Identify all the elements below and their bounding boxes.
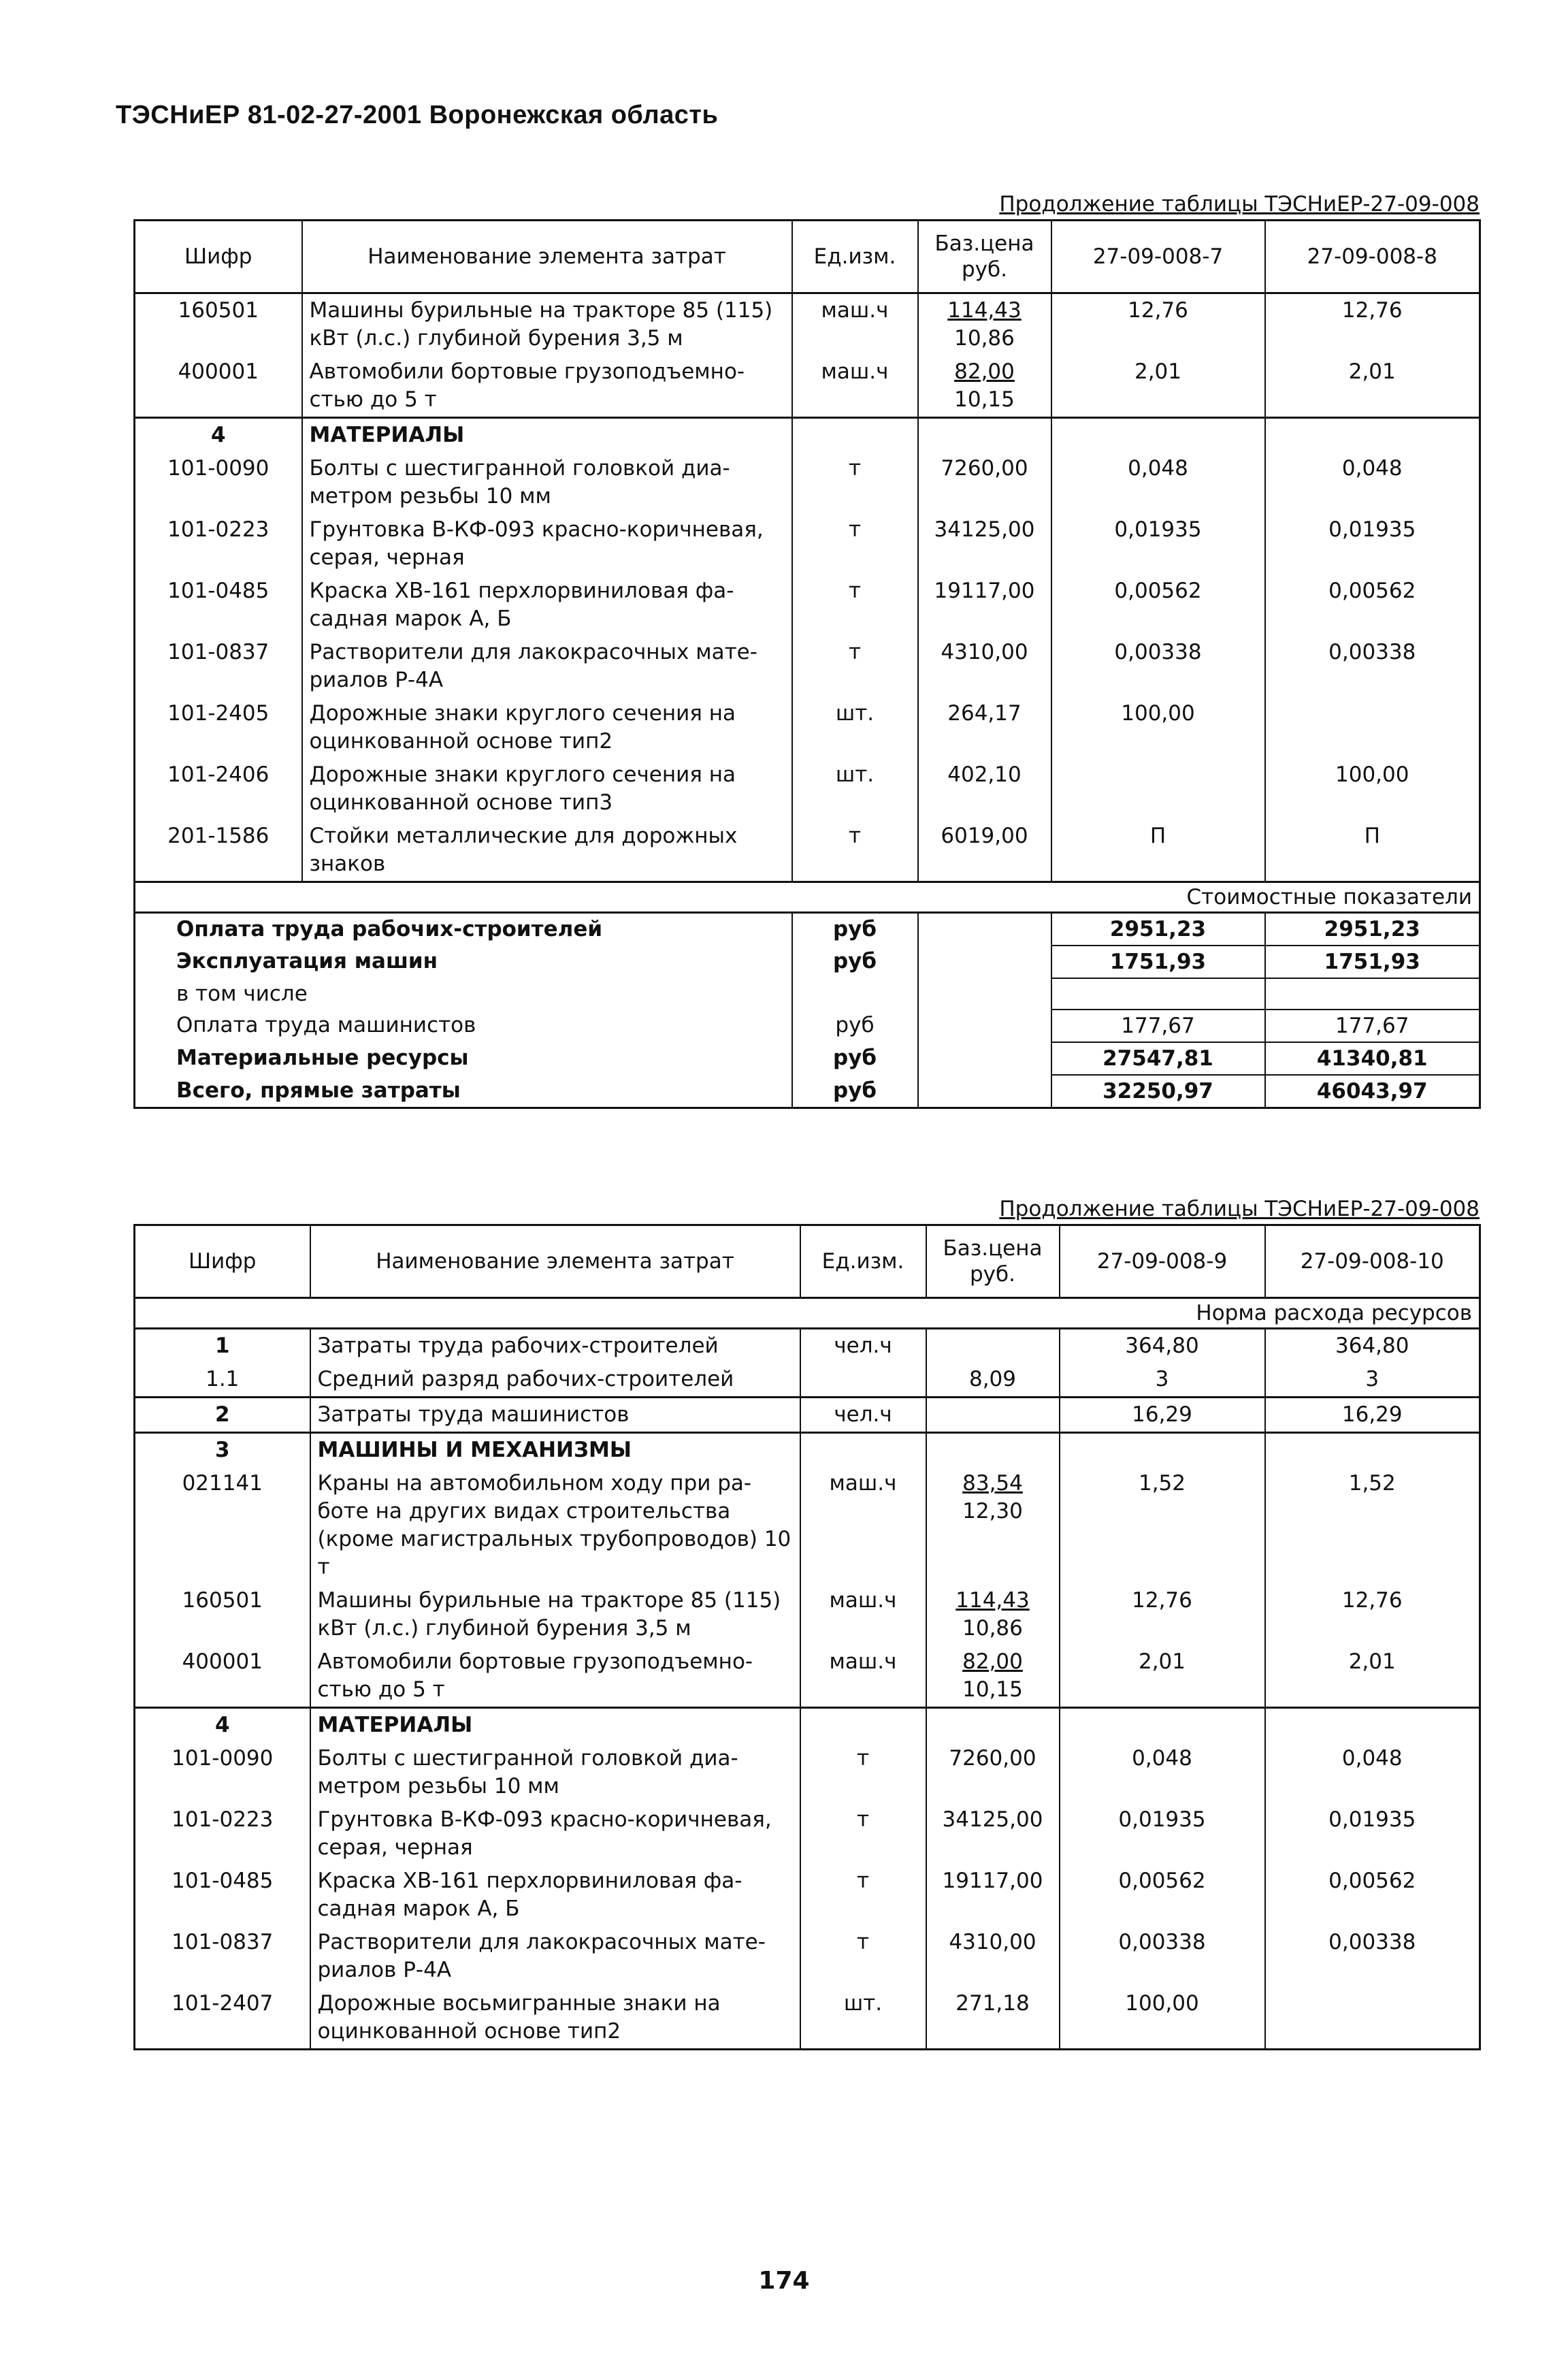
- summary-value-b: 1751,93: [1265, 946, 1480, 978]
- row-unit: шт.: [800, 1987, 926, 2050]
- summary-row: [135, 1042, 1480, 1075]
- row-price: 19117,00: [918, 575, 1051, 636]
- row-value-a: 12,76: [1051, 293, 1265, 356]
- summary-price: [918, 913, 1051, 946]
- summary-value-a: [1051, 978, 1265, 1010]
- row-value-b: 1,52: [1265, 1467, 1480, 1584]
- row-name: Средний разряд рабочих-строителей: [310, 1363, 800, 1398]
- row-unit: т: [792, 575, 918, 636]
- row-value-a: 2,01: [1051, 355, 1265, 418]
- row-price: 34125,00: [918, 513, 1051, 575]
- summary-value-b: 2951,23: [1265, 913, 1480, 946]
- table-row: [135, 1987, 1480, 2050]
- row-name: Болты с шестигранной головкой диа-метром резьбы 10 мм: [302, 452, 792, 513]
- row-value-a: 0,00562: [1051, 575, 1265, 636]
- summary-price: [918, 1042, 1051, 1075]
- summary-value-b: [1265, 978, 1480, 1010]
- summary-unit: руб: [792, 1042, 918, 1075]
- row-code: 201-1586: [167, 824, 270, 848]
- header-unit: Ед.изм.: [792, 221, 918, 293]
- row-name: Затраты труда рабочих-строителей: [310, 1329, 800, 1363]
- row-code: 101-0485: [172, 1869, 274, 1893]
- table-row: [135, 697, 1480, 758]
- row-price: [926, 1433, 1060, 1468]
- summary-unit: руб: [792, 913, 918, 946]
- row-price: 4310,00: [926, 1926, 1060, 1987]
- row-value-b: 0,048: [1265, 452, 1480, 513]
- row-value-b: 12,76: [1265, 1584, 1480, 1645]
- row-name: Дорожные восьмигранные знаки на оцинкованной основе тип2: [310, 1987, 800, 2050]
- table2-caption: Продолжение таблицы ТЭСНиЕР-27-09-008: [999, 1197, 1480, 1221]
- row-value-b: 364,80: [1265, 1329, 1480, 1363]
- row-name: Болты с шестигранной головкой диа-метром резьбы 10 мм: [310, 1742, 800, 1803]
- row-unit: [800, 1433, 926, 1468]
- row-value-a: 0,01935: [1051, 513, 1265, 575]
- summary-unit: руб: [792, 1010, 918, 1042]
- row-unit: [800, 1363, 926, 1398]
- row-value-a: [1051, 758, 1265, 820]
- row-value-a: 2,01: [1060, 1645, 1265, 1708]
- price-top: 82,00: [954, 359, 1015, 384]
- summary-price: [918, 1075, 1051, 1108]
- summary-label: в том числе: [176, 982, 308, 1006]
- row-name: Стойки металлические для дорожных знаков: [302, 820, 792, 882]
- section-band: [135, 1298, 1480, 1329]
- row-value-a: [1060, 1708, 1265, 1743]
- header-col-a: 27-09-008-9: [1060, 1225, 1265, 1298]
- summary-unit: руб: [792, 946, 918, 978]
- row-price: [918, 355, 1051, 418]
- row-value-a: 0,00562: [1060, 1865, 1265, 1926]
- row-value-b: 2,01: [1265, 1645, 1480, 1708]
- row-code: 4: [135, 1708, 310, 1743]
- summary-value-a: 177,67: [1051, 1010, 1265, 1042]
- row-price: [926, 1708, 1060, 1743]
- row-name: Автомобили бортовые грузоподъемно-стью до 5 т: [310, 1645, 800, 1708]
- row-unit: т: [800, 1803, 926, 1865]
- row-unit: т: [792, 820, 918, 882]
- row-name: Машины бурильные на тракторе 85 (115) кВт (л.с.) глубиной бурения 3,5 м: [310, 1584, 800, 1645]
- row-unit: чел.ч: [800, 1329, 926, 1363]
- table-row: [135, 758, 1480, 820]
- summary-row: [135, 946, 1480, 978]
- row-code: 101-0090: [172, 1746, 274, 1771]
- row-value-b: 16,29: [1265, 1398, 1480, 1433]
- table-row: [135, 1398, 1480, 1433]
- row-price: 402,10: [918, 758, 1051, 820]
- table-row: [135, 1363, 1480, 1398]
- row-name: Затраты труда машинистов: [310, 1398, 800, 1433]
- row-value-a: 364,80: [1060, 1329, 1265, 1363]
- summary-label: Всего, прямые затраты: [176, 1078, 461, 1103]
- summary-label: Материальные ресурсы: [176, 1046, 469, 1070]
- table-row: [135, 1742, 1480, 1803]
- row-unit: [800, 1708, 926, 1743]
- row-name: Растворители для лакокрасочных мате-риалов Р-4А: [310, 1926, 800, 1987]
- row-value-b: 0,00562: [1265, 1865, 1480, 1926]
- summary-row: [135, 1010, 1480, 1042]
- table-row: [135, 513, 1480, 575]
- row-unit: т: [792, 513, 918, 575]
- summary-unit: [792, 978, 918, 1010]
- row-code: 400001: [182, 1649, 263, 1674]
- header-price: Баз.цена руб.: [918, 221, 1051, 293]
- summary-unit: руб: [792, 1075, 918, 1108]
- row-price: [926, 1645, 1060, 1708]
- row-name: Автомобили бортовые грузоподъемно-стью до 5 т: [302, 355, 792, 418]
- table-row: [135, 1584, 1480, 1645]
- header-price: Баз.цена руб.: [926, 1225, 1060, 1298]
- table-row: [135, 1708, 1480, 1743]
- row-name: МАШИНЫ И МЕХАНИЗМЫ: [310, 1433, 800, 1468]
- row-price: 4310,00: [918, 636, 1051, 697]
- row-price: [926, 1584, 1060, 1645]
- row-name: Дорожные знаки круглого сечения на оцинкованной основе тип2: [302, 697, 792, 758]
- row-code: 101-0223: [172, 1807, 274, 1832]
- row-price: [926, 1467, 1060, 1584]
- price-bottom: 10,15: [962, 1677, 1023, 1702]
- row-name: Краска ХВ-161 перхлорвиниловая фа-садная марок А, Б: [302, 575, 792, 636]
- row-value-b: [1265, 1433, 1480, 1468]
- row-value-a: 0,01935: [1060, 1803, 1265, 1865]
- row-name: Растворители для лакокрасочных мате-риалов Р-4А: [302, 636, 792, 697]
- table-row: [135, 820, 1480, 882]
- row-unit: [792, 418, 918, 453]
- row-price: 34125,00: [926, 1803, 1060, 1865]
- header-col-b: 27-09-008-8: [1265, 221, 1480, 293]
- header-code: Шифр: [135, 1225, 310, 1298]
- header-name: Наименование элемента затрат: [310, 1225, 800, 1298]
- summary-label: Оплата труда машинистов: [176, 1013, 476, 1037]
- summary-row: [135, 978, 1480, 1010]
- row-price: 271,18: [926, 1987, 1060, 2050]
- row-price: 8,09: [926, 1363, 1060, 1398]
- row-unit: т: [792, 452, 918, 513]
- row-value-a: 1,52: [1060, 1467, 1265, 1584]
- table-header: [135, 1225, 1480, 1298]
- summary-value-a: 27547,81: [1051, 1042, 1265, 1075]
- row-code: 160501: [178, 298, 259, 323]
- row-code: 101-0837: [167, 640, 270, 664]
- row-code: 101-0837: [172, 1930, 274, 1954]
- row-unit: т: [792, 636, 918, 697]
- header-name: Наименование элемента затрат: [302, 221, 792, 293]
- row-unit: маш.ч: [800, 1645, 926, 1708]
- row-unit: т: [800, 1926, 926, 1987]
- table-row: [135, 1645, 1480, 1708]
- row-code: 021141: [182, 1471, 263, 1496]
- row-price: 264,17: [918, 697, 1051, 758]
- summary-label: Эксплуатация машин: [176, 949, 438, 973]
- row-value-b: 0,00562: [1265, 575, 1480, 636]
- row-value-b: [1265, 1987, 1480, 2050]
- summary-label: Оплата труда рабочих-строителей: [176, 917, 603, 941]
- summary-price: [918, 946, 1051, 978]
- row-value-b: 0,00338: [1265, 1926, 1480, 1987]
- row-value-a: П: [1051, 820, 1265, 882]
- price-top: 82,00: [962, 1649, 1023, 1674]
- row-value-b: 100,00: [1265, 758, 1480, 820]
- row-code: 3: [135, 1433, 310, 1468]
- row-name: Грунтовка В-КФ-093 красно-коричневая, серая, черная: [302, 513, 792, 575]
- row-unit: шт.: [792, 697, 918, 758]
- row-unit: маш.ч: [792, 355, 918, 418]
- row-unit: шт.: [792, 758, 918, 820]
- summary-value-a: 2951,23: [1051, 913, 1265, 946]
- row-value-b: 12,76: [1265, 293, 1480, 356]
- row-value-a: 0,048: [1051, 452, 1265, 513]
- summary-price: [918, 978, 1051, 1010]
- price-bottom: 10,15: [954, 387, 1015, 412]
- summary-value-b: 41340,81: [1265, 1042, 1480, 1075]
- resource-table-1: [133, 219, 1481, 1109]
- row-value-a: 3: [1060, 1363, 1265, 1398]
- row-code: 400001: [178, 359, 259, 384]
- row-code: 101-2407: [172, 1991, 274, 2016]
- row-unit: маш.ч: [800, 1584, 926, 1645]
- row-value-b: [1265, 1708, 1480, 1743]
- row-code: 101-2405: [167, 701, 270, 726]
- row-unit: маш.ч: [800, 1467, 926, 1584]
- row-value-b: 0,01935: [1265, 513, 1480, 575]
- row-unit: т: [800, 1742, 926, 1803]
- row-value-b: [1265, 418, 1480, 453]
- row-price: [918, 293, 1051, 356]
- table-row: [135, 1803, 1480, 1865]
- row-price: [918, 418, 1051, 453]
- header-unit: Ед.изм.: [800, 1225, 926, 1298]
- row-code: 160501: [182, 1588, 263, 1613]
- row-value-b: 0,048: [1265, 1742, 1480, 1803]
- row-value-b: [1265, 697, 1480, 758]
- row-value-a: [1051, 418, 1265, 453]
- row-value-a: 12,76: [1060, 1584, 1265, 1645]
- row-unit: чел.ч: [800, 1398, 926, 1433]
- row-value-b: 2,01: [1265, 355, 1480, 418]
- row-code: 1.1: [206, 1367, 240, 1391]
- summary-price: [918, 1010, 1051, 1042]
- row-price: 19117,00: [926, 1865, 1060, 1926]
- row-value-b: 0,00338: [1265, 636, 1480, 697]
- row-value-a: 0,00338: [1060, 1926, 1265, 1987]
- table-row: [135, 355, 1480, 418]
- row-unit: т: [800, 1865, 926, 1926]
- table-row: [135, 1433, 1480, 1468]
- summary-row: [135, 913, 1480, 946]
- row-value-a: 16,29: [1060, 1398, 1265, 1433]
- row-value-a: 0,00338: [1051, 636, 1265, 697]
- row-name: Грунтовка В-КФ-093 красно-коричневая, серая, черная: [310, 1803, 800, 1865]
- table-row: [135, 575, 1480, 636]
- price-bottom: 10,86: [962, 1616, 1023, 1641]
- row-code: 101-0223: [167, 517, 270, 542]
- price-top: 114,43: [956, 1588, 1030, 1613]
- row-name: Машины бурильные на тракторе 85 (115) кВт (л.с.) глубиной бурения 3,5 м: [302, 293, 792, 356]
- summary-value-b: 177,67: [1265, 1010, 1480, 1042]
- summary-value-a: 1751,93: [1051, 946, 1265, 978]
- row-code: 101-2406: [167, 762, 270, 787]
- row-name: Дорожные знаки круглого сечения на оцинкованной основе тип3: [302, 758, 792, 820]
- table-row: [135, 1865, 1480, 1926]
- row-code: 1: [214, 1334, 230, 1358]
- row-code: 101-0485: [167, 579, 270, 603]
- row-price: [926, 1329, 1060, 1363]
- row-value-b: 0,01935: [1265, 1803, 1480, 1865]
- summary-value-a: 32250,97: [1051, 1075, 1265, 1108]
- table-row: [135, 1329, 1480, 1363]
- table1-caption: Продолжение таблицы ТЭСНиЕР-27-09-008: [999, 192, 1480, 216]
- table-row: [135, 293, 1480, 356]
- row-price: [926, 1398, 1060, 1433]
- row-value-a: 0,048: [1060, 1742, 1265, 1803]
- row-value-a: 100,00: [1060, 1987, 1265, 2050]
- section-band-label: Норма расхода ресурсов: [135, 1298, 1480, 1329]
- table-row: [135, 1467, 1480, 1584]
- row-name: МАТЕРИАЛЫ: [310, 1708, 800, 1743]
- resource-table-2: [133, 1224, 1481, 2050]
- table-row: [135, 418, 1480, 453]
- row-code: 4: [135, 418, 302, 453]
- price-bottom: 12,30: [962, 1499, 1023, 1523]
- row-price: 7260,00: [926, 1742, 1060, 1803]
- row-value-b: П: [1265, 820, 1480, 882]
- section-band-label: Стоимостные показатели: [135, 882, 1480, 913]
- row-code: 2: [135, 1398, 310, 1433]
- page-number: 174: [758, 2267, 810, 2295]
- row-value-a: 100,00: [1051, 697, 1265, 758]
- price-top: 83,54: [962, 1471, 1023, 1496]
- row-price: 6019,00: [918, 820, 1051, 882]
- row-name: МАТЕРИАЛЫ: [302, 418, 792, 453]
- price-bottom: 10,86: [954, 326, 1015, 351]
- row-value-a: [1060, 1433, 1265, 1468]
- row-name: Краны на автомобильном ходу при ра-боте на других видах строительства (кроме магистральных трубопроводов) 10 т: [310, 1467, 800, 1584]
- table-header: [135, 221, 1480, 293]
- row-name: Краска ХВ-161 перхлорвиниловая фа-садная марок А, Б: [310, 1865, 800, 1926]
- price-top: 114,43: [947, 298, 1022, 323]
- summary-row: [135, 1075, 1480, 1108]
- section-band: [135, 882, 1480, 913]
- table-row: [135, 636, 1480, 697]
- row-value-b: 3: [1265, 1363, 1480, 1398]
- row-unit: маш.ч: [792, 293, 918, 356]
- header-code: Шифр: [135, 221, 302, 293]
- page-title: ТЭСНиЕР 81-02-27-2001 Воронежская область: [116, 101, 719, 129]
- header-col-a: 27-09-008-7: [1051, 221, 1265, 293]
- table-row: [135, 1926, 1480, 1987]
- header-col-b: 27-09-008-10: [1265, 1225, 1480, 1298]
- summary-value-b: 46043,97: [1265, 1075, 1480, 1108]
- row-code: 101-0090: [167, 456, 270, 481]
- row-price: 7260,00: [918, 452, 1051, 513]
- table-row: [135, 452, 1480, 513]
